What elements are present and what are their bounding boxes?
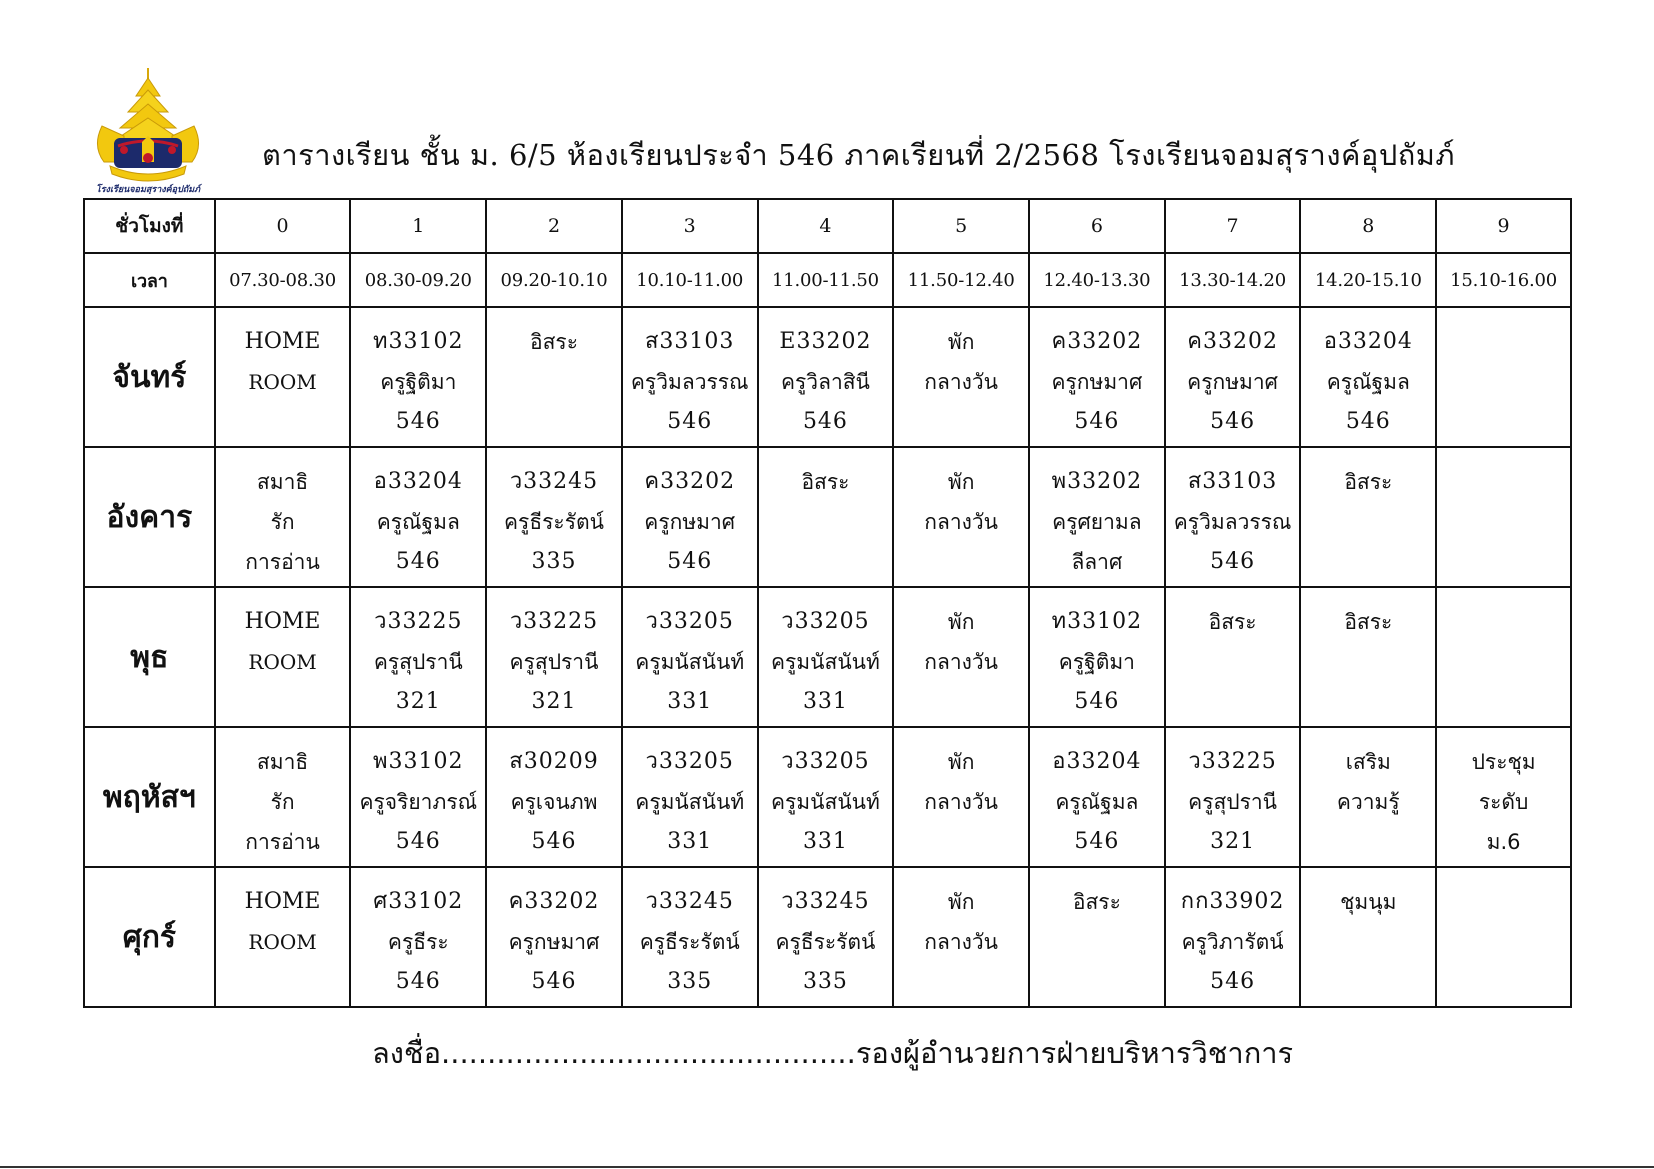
- cell-content: [351, 308, 485, 442]
- cell-content: [1166, 868, 1300, 1002]
- day-label: พฤหัสฯ: [84, 727, 215, 867]
- period-number: 9: [1436, 199, 1571, 253]
- subject-code: ท33102: [373, 329, 464, 354]
- schedule-cell: [1436, 447, 1571, 587]
- schedule-cell: [1029, 307, 1165, 447]
- subject-code: ค33202: [1051, 329, 1143, 354]
- teacher-name: ครูวิมลวรรณ: [1173, 510, 1292, 534]
- schedule-cell: [486, 587, 622, 727]
- teacher-name: ครูกษมาศ: [644, 510, 736, 534]
- teacher-name: ครูมนัสนันท์: [770, 790, 880, 814]
- subject-code: E33202: [779, 329, 872, 354]
- subject-code: HOME: [244, 609, 321, 634]
- schedule-cell: [1436, 727, 1571, 867]
- time-slot: 12.40-13.30: [1029, 253, 1165, 307]
- schedule-cell: [1029, 587, 1165, 727]
- schedule-cell: [1436, 307, 1571, 447]
- cell-content: [1301, 588, 1435, 722]
- room-number: 335: [667, 969, 713, 994]
- cell-content: [623, 308, 757, 442]
- subject-code: ชุมนุม: [1340, 890, 1397, 914]
- schedule-cell: [1300, 587, 1436, 727]
- cell-content: [894, 728, 1028, 862]
- room-number: 321: [395, 689, 441, 714]
- cell-content: [1437, 308, 1570, 442]
- schedule-cell: [758, 867, 894, 1007]
- cell-content: [351, 728, 485, 862]
- room-number: 546: [1210, 969, 1256, 994]
- schedule-cell: [622, 447, 758, 587]
- schedule-cell: [893, 587, 1029, 727]
- schedule-cell: [350, 587, 486, 727]
- period-number: 4: [758, 199, 894, 253]
- schedule-cell: [486, 867, 622, 1007]
- subject-code: ว33205: [781, 749, 870, 774]
- period-header-row: [84, 199, 1571, 253]
- subject-code: ว33245: [781, 889, 870, 914]
- schedule-cell: [350, 867, 486, 1007]
- teacher-name: ครูวิลาสินี: [780, 370, 870, 394]
- cell-content: [623, 588, 757, 722]
- schedule-cell: [893, 307, 1029, 447]
- teacher-name: ครูมนัสนันท์: [635, 790, 745, 814]
- time-slot: 09.20-10.10: [486, 253, 622, 307]
- subject-code: ค33202: [644, 469, 736, 494]
- subject-code: อิสระ: [1344, 470, 1393, 494]
- teacher-name: ครูธีระรัตน์: [504, 510, 604, 534]
- schedule-cell: [1300, 307, 1436, 447]
- subject-code: พัก: [947, 470, 975, 494]
- day-row: [84, 727, 1571, 867]
- period-number: 2: [486, 199, 622, 253]
- subject-code: ท33102: [1051, 609, 1143, 634]
- subject-code: ว33245: [509, 469, 599, 494]
- cell-content: [1030, 868, 1164, 1002]
- teacher-name: ครูธีระรัตน์: [639, 930, 740, 954]
- cell-content: [759, 728, 893, 862]
- cell-content: [1301, 448, 1435, 582]
- cell-content: [216, 728, 350, 862]
- teacher-name: รัก: [270, 790, 295, 814]
- day-row: [84, 867, 1571, 1007]
- day-row: [84, 447, 1571, 587]
- time-row: [84, 253, 1571, 307]
- period-number: 3: [622, 199, 758, 253]
- cell-content: [759, 588, 893, 722]
- schedule-cell: [215, 307, 351, 447]
- cell-content: [759, 308, 893, 442]
- schedule-cell: [622, 587, 758, 727]
- room-number: 546: [667, 409, 713, 434]
- room-number: การอ่าน: [245, 830, 320, 854]
- teacher-name: ครูณัฐมล: [376, 510, 460, 534]
- day-rows: [84, 307, 1571, 1007]
- schedule-cell: [1300, 727, 1436, 867]
- day-label: ศุกร์: [84, 867, 215, 1007]
- schedule-cell: [486, 307, 622, 447]
- cell-content: [894, 308, 1028, 442]
- teacher-name: ครูกษมาศ: [1187, 370, 1279, 394]
- teacher-name: ครูกษมาศ: [1051, 370, 1143, 394]
- cell-content: [351, 448, 485, 582]
- teacher-name: ครูฐิติมา: [1058, 650, 1135, 674]
- teacher-name: ระดับ: [1478, 790, 1529, 814]
- cell-content: [1301, 308, 1435, 442]
- schedule-cell: [622, 727, 758, 867]
- room-number: การอ่าน: [245, 550, 320, 574]
- cell-content: [1030, 588, 1164, 722]
- teacher-name: ครูศยามล: [1052, 510, 1142, 534]
- period-number: 0: [215, 199, 351, 253]
- time-slot: 13.30-14.20: [1165, 253, 1301, 307]
- teacher-name: ความรู้: [1336, 790, 1400, 814]
- room-number: 546: [395, 549, 441, 574]
- schedule-cell: [486, 727, 622, 867]
- room-number: 331: [802, 689, 848, 714]
- subject-code: ว33225: [374, 609, 463, 634]
- schedule-cell: [893, 447, 1029, 587]
- day-label: จันทร์: [84, 307, 215, 447]
- cell-content: [623, 868, 757, 1002]
- teacher-name: รัก: [270, 510, 295, 534]
- subject-code: อิสระ: [1344, 610, 1393, 634]
- schedule-cell: [1165, 587, 1301, 727]
- day-row: [84, 307, 1571, 447]
- teacher-name: ครูสุปรานี: [509, 650, 599, 674]
- period-number: 5: [893, 199, 1029, 253]
- room-number: 546: [1074, 829, 1120, 854]
- schedule-cell: [758, 307, 894, 447]
- schedule-cell: [486, 447, 622, 587]
- subject-code: สมาธิ: [256, 750, 309, 774]
- svg-text:โรงเรียนจอมสุรางค์อุปถัมภ์: โรงเรียนจอมสุรางค์อุปถัมภ์: [95, 185, 201, 194]
- period-number: 6: [1029, 199, 1165, 253]
- schedule-cell: [758, 447, 894, 587]
- teacher-name: ครูณัฐมล: [1055, 790, 1139, 814]
- schedule-cell: [622, 307, 758, 447]
- cell-content: [487, 868, 621, 1002]
- cell-content: [487, 588, 621, 722]
- cell-content: [487, 728, 621, 862]
- schedule-cell: [893, 727, 1029, 867]
- school-emblem-icon: [84, 66, 212, 194]
- subject-code: ว33205: [645, 749, 734, 774]
- teacher-name: ROOM: [248, 370, 317, 394]
- schedule-cell: [1165, 727, 1301, 867]
- room-number: 546: [802, 409, 848, 434]
- teacher-name: กลางวัน: [924, 790, 999, 814]
- period-number: 1: [350, 199, 486, 253]
- subject-code: ส30209: [509, 749, 599, 774]
- subject-code: HOME: [244, 889, 321, 914]
- cell-content: [216, 868, 350, 1002]
- subject-code: ประชุม: [1471, 750, 1536, 774]
- subject-code: กก33902: [1180, 889, 1285, 914]
- cell-content: [1301, 728, 1435, 862]
- room-number: 546: [667, 549, 713, 574]
- teacher-name: ครูวิภารัตน์: [1181, 930, 1284, 954]
- teacher-name: ครูมนัสนันท์: [770, 650, 880, 674]
- schedule-cell: [215, 727, 351, 867]
- schedule-cell: [1029, 867, 1165, 1007]
- schedule-cell: [215, 587, 351, 727]
- room-number: 546: [395, 969, 441, 994]
- schedule-cell: [350, 727, 486, 867]
- cell-content: [351, 868, 485, 1002]
- schedule-cell: [1165, 307, 1301, 447]
- teacher-name: กลางวัน: [924, 650, 999, 674]
- cell-content: [1030, 728, 1164, 862]
- page-bottom-rule: [0, 1166, 1654, 1168]
- subject-code: อิสระ: [1072, 890, 1121, 914]
- cell-content: [1166, 728, 1300, 862]
- subject-code: พัก: [947, 610, 975, 634]
- cell-content: [216, 448, 350, 582]
- subject-code: ว33205: [645, 609, 734, 634]
- time-slot: 11.50-12.40: [893, 253, 1029, 307]
- period-label: ชั่วโมงที่: [84, 199, 215, 253]
- schedule-cell: [622, 867, 758, 1007]
- room-number: 546: [531, 829, 577, 854]
- cell-content: [623, 448, 757, 582]
- room-number: 546: [395, 829, 441, 854]
- teacher-name: ครูฐิติมา: [380, 370, 457, 394]
- day-label: พุธ: [84, 587, 215, 727]
- time-slot: 15.10-16.00: [1436, 253, 1571, 307]
- room-number: ลีลาศ: [1071, 550, 1123, 574]
- teacher-name: ครูเจนภพ: [510, 790, 598, 814]
- cell-content: [216, 308, 350, 442]
- schedule-cell: [1436, 587, 1571, 727]
- subject-code: ว33225: [1188, 749, 1277, 774]
- subject-code: ศ33102: [373, 889, 464, 914]
- schedule-cell: [215, 447, 351, 587]
- class-schedule-table: [83, 198, 1572, 1008]
- time-slot: 07.30-08.30: [215, 253, 351, 307]
- teacher-name: กลางวัน: [924, 930, 999, 954]
- time-slot: 14.20-15.10: [1300, 253, 1436, 307]
- subject-code: ค33202: [508, 889, 600, 914]
- teacher-name: ROOM: [248, 650, 317, 674]
- schedule-cell: [1029, 447, 1165, 587]
- subject-code: ส33103: [645, 329, 735, 354]
- cell-content: [1437, 448, 1570, 582]
- room-number: ม.6: [1486, 830, 1521, 854]
- room-number: 331: [667, 689, 713, 714]
- schedule-cell: [758, 727, 894, 867]
- subject-code: พัก: [947, 330, 975, 354]
- room-number: 546: [1210, 549, 1256, 574]
- time-slot: 11.00-11.50: [758, 253, 894, 307]
- cell-content: [1437, 728, 1570, 862]
- room-number: 546: [1074, 689, 1120, 714]
- teacher-name: กลางวัน: [924, 370, 999, 394]
- room-number: 331: [802, 829, 848, 854]
- teacher-name: ROOM: [248, 930, 317, 954]
- day-label: อังคาร: [84, 447, 215, 587]
- cell-content: [1030, 448, 1164, 582]
- subject-code: พัก: [947, 750, 975, 774]
- teacher-name: กลางวัน: [924, 510, 999, 534]
- cell-content: [759, 448, 893, 582]
- schedule-cell: [758, 587, 894, 727]
- subject-code: เสริม: [1345, 750, 1391, 774]
- signature-line: ลงชื่อ.............................................รองผู้อำนวยการฝ่ายบริหารวิชาการ: [372, 1036, 1294, 1070]
- subject-code: อ33204: [1323, 329, 1413, 354]
- room-number: 335: [531, 549, 577, 574]
- teacher-name: ครูวิมลวรรณ: [630, 370, 749, 394]
- subject-code: พ33102: [373, 749, 464, 774]
- subject-code: พัก: [947, 890, 975, 914]
- schedule-cell: [1165, 867, 1301, 1007]
- cell-content: [894, 868, 1028, 1002]
- subject-code: อิสระ: [530, 330, 578, 354]
- cell-content: [487, 448, 621, 582]
- subject-code: ว33205: [781, 609, 870, 634]
- subject-code: อิสระ: [1208, 610, 1257, 634]
- room-number: 321: [1210, 829, 1256, 854]
- teacher-name: ครูสุปรานี: [373, 650, 463, 674]
- teacher-name: ครูธีระ: [387, 930, 449, 954]
- teacher-name: ครูมนัสนันท์: [635, 650, 745, 674]
- teacher-name: ครูธีระรัตน์: [775, 930, 876, 954]
- cell-content: [759, 868, 893, 1002]
- teacher-name: ครูณัฐมล: [1326, 370, 1410, 394]
- room-number: 546: [1210, 409, 1256, 434]
- room-number: 331: [667, 829, 713, 854]
- subject-code: ส33103: [1187, 469, 1278, 494]
- room-number: 546: [395, 409, 441, 434]
- subject-code: HOME: [244, 329, 321, 354]
- cell-content: [1437, 588, 1570, 722]
- cell-content: [1030, 308, 1164, 442]
- schedule-cell: [1300, 867, 1436, 1007]
- schedule-cell: [893, 867, 1029, 1007]
- day-row: [84, 587, 1571, 727]
- subject-code: ว33225: [509, 609, 599, 634]
- subject-code: ค33202: [1187, 329, 1278, 354]
- time-slot: 08.30-09.20: [350, 253, 486, 307]
- cell-content: [351, 588, 485, 722]
- subject-code: สมาธิ: [256, 470, 309, 494]
- teacher-name: ครูกษมาศ: [508, 930, 600, 954]
- cell-content: [894, 448, 1028, 582]
- room-number: 546: [1074, 409, 1120, 434]
- cell-content: [487, 308, 621, 442]
- schedule-cell: [1300, 447, 1436, 587]
- cell-content: [1166, 448, 1300, 582]
- cell-content: [1166, 588, 1300, 722]
- teacher-name: ครูสุปรานี: [1188, 790, 1278, 814]
- cell-content: [216, 588, 350, 722]
- subject-code: อ33204: [1052, 749, 1142, 774]
- page-title: ตารางเรียน ชั้น ม. 6/5 ห้องเรียนประจำ 546 ภาคเรียนที่ 2/2568 โรงเรียนจอมสุรางค์อุปถัมภ์: [262, 138, 1456, 172]
- time-label: เวลา: [84, 253, 215, 307]
- subject-code: อ33204: [373, 469, 463, 494]
- school-logo: [84, 66, 212, 194]
- subject-code: ว33245: [645, 889, 734, 914]
- schedule-cell: [1029, 727, 1165, 867]
- time-slot: 10.10-11.00: [622, 253, 758, 307]
- cell-content: [1166, 308, 1300, 442]
- room-number: 321: [531, 689, 577, 714]
- room-number: 546: [531, 969, 577, 994]
- schedule-cell: [350, 447, 486, 587]
- cell-content: [894, 588, 1028, 722]
- cell-content: [623, 728, 757, 862]
- schedule-cell: [350, 307, 486, 447]
- room-number: 335: [802, 969, 848, 994]
- teacher-name: ครูจริยาภรณ์: [359, 790, 478, 814]
- schedule-cell: [1165, 447, 1301, 587]
- period-number: 7: [1165, 199, 1301, 253]
- cell-content: [1301, 868, 1435, 1002]
- period-number: 8: [1300, 199, 1436, 253]
- subject-code: อิสระ: [801, 470, 850, 494]
- room-number: 546: [1345, 409, 1391, 434]
- schedule-cell: [1436, 867, 1571, 1007]
- cell-content: [1437, 868, 1570, 1002]
- schedule-cell: [215, 867, 351, 1007]
- subject-code: พ33202: [1051, 469, 1143, 494]
